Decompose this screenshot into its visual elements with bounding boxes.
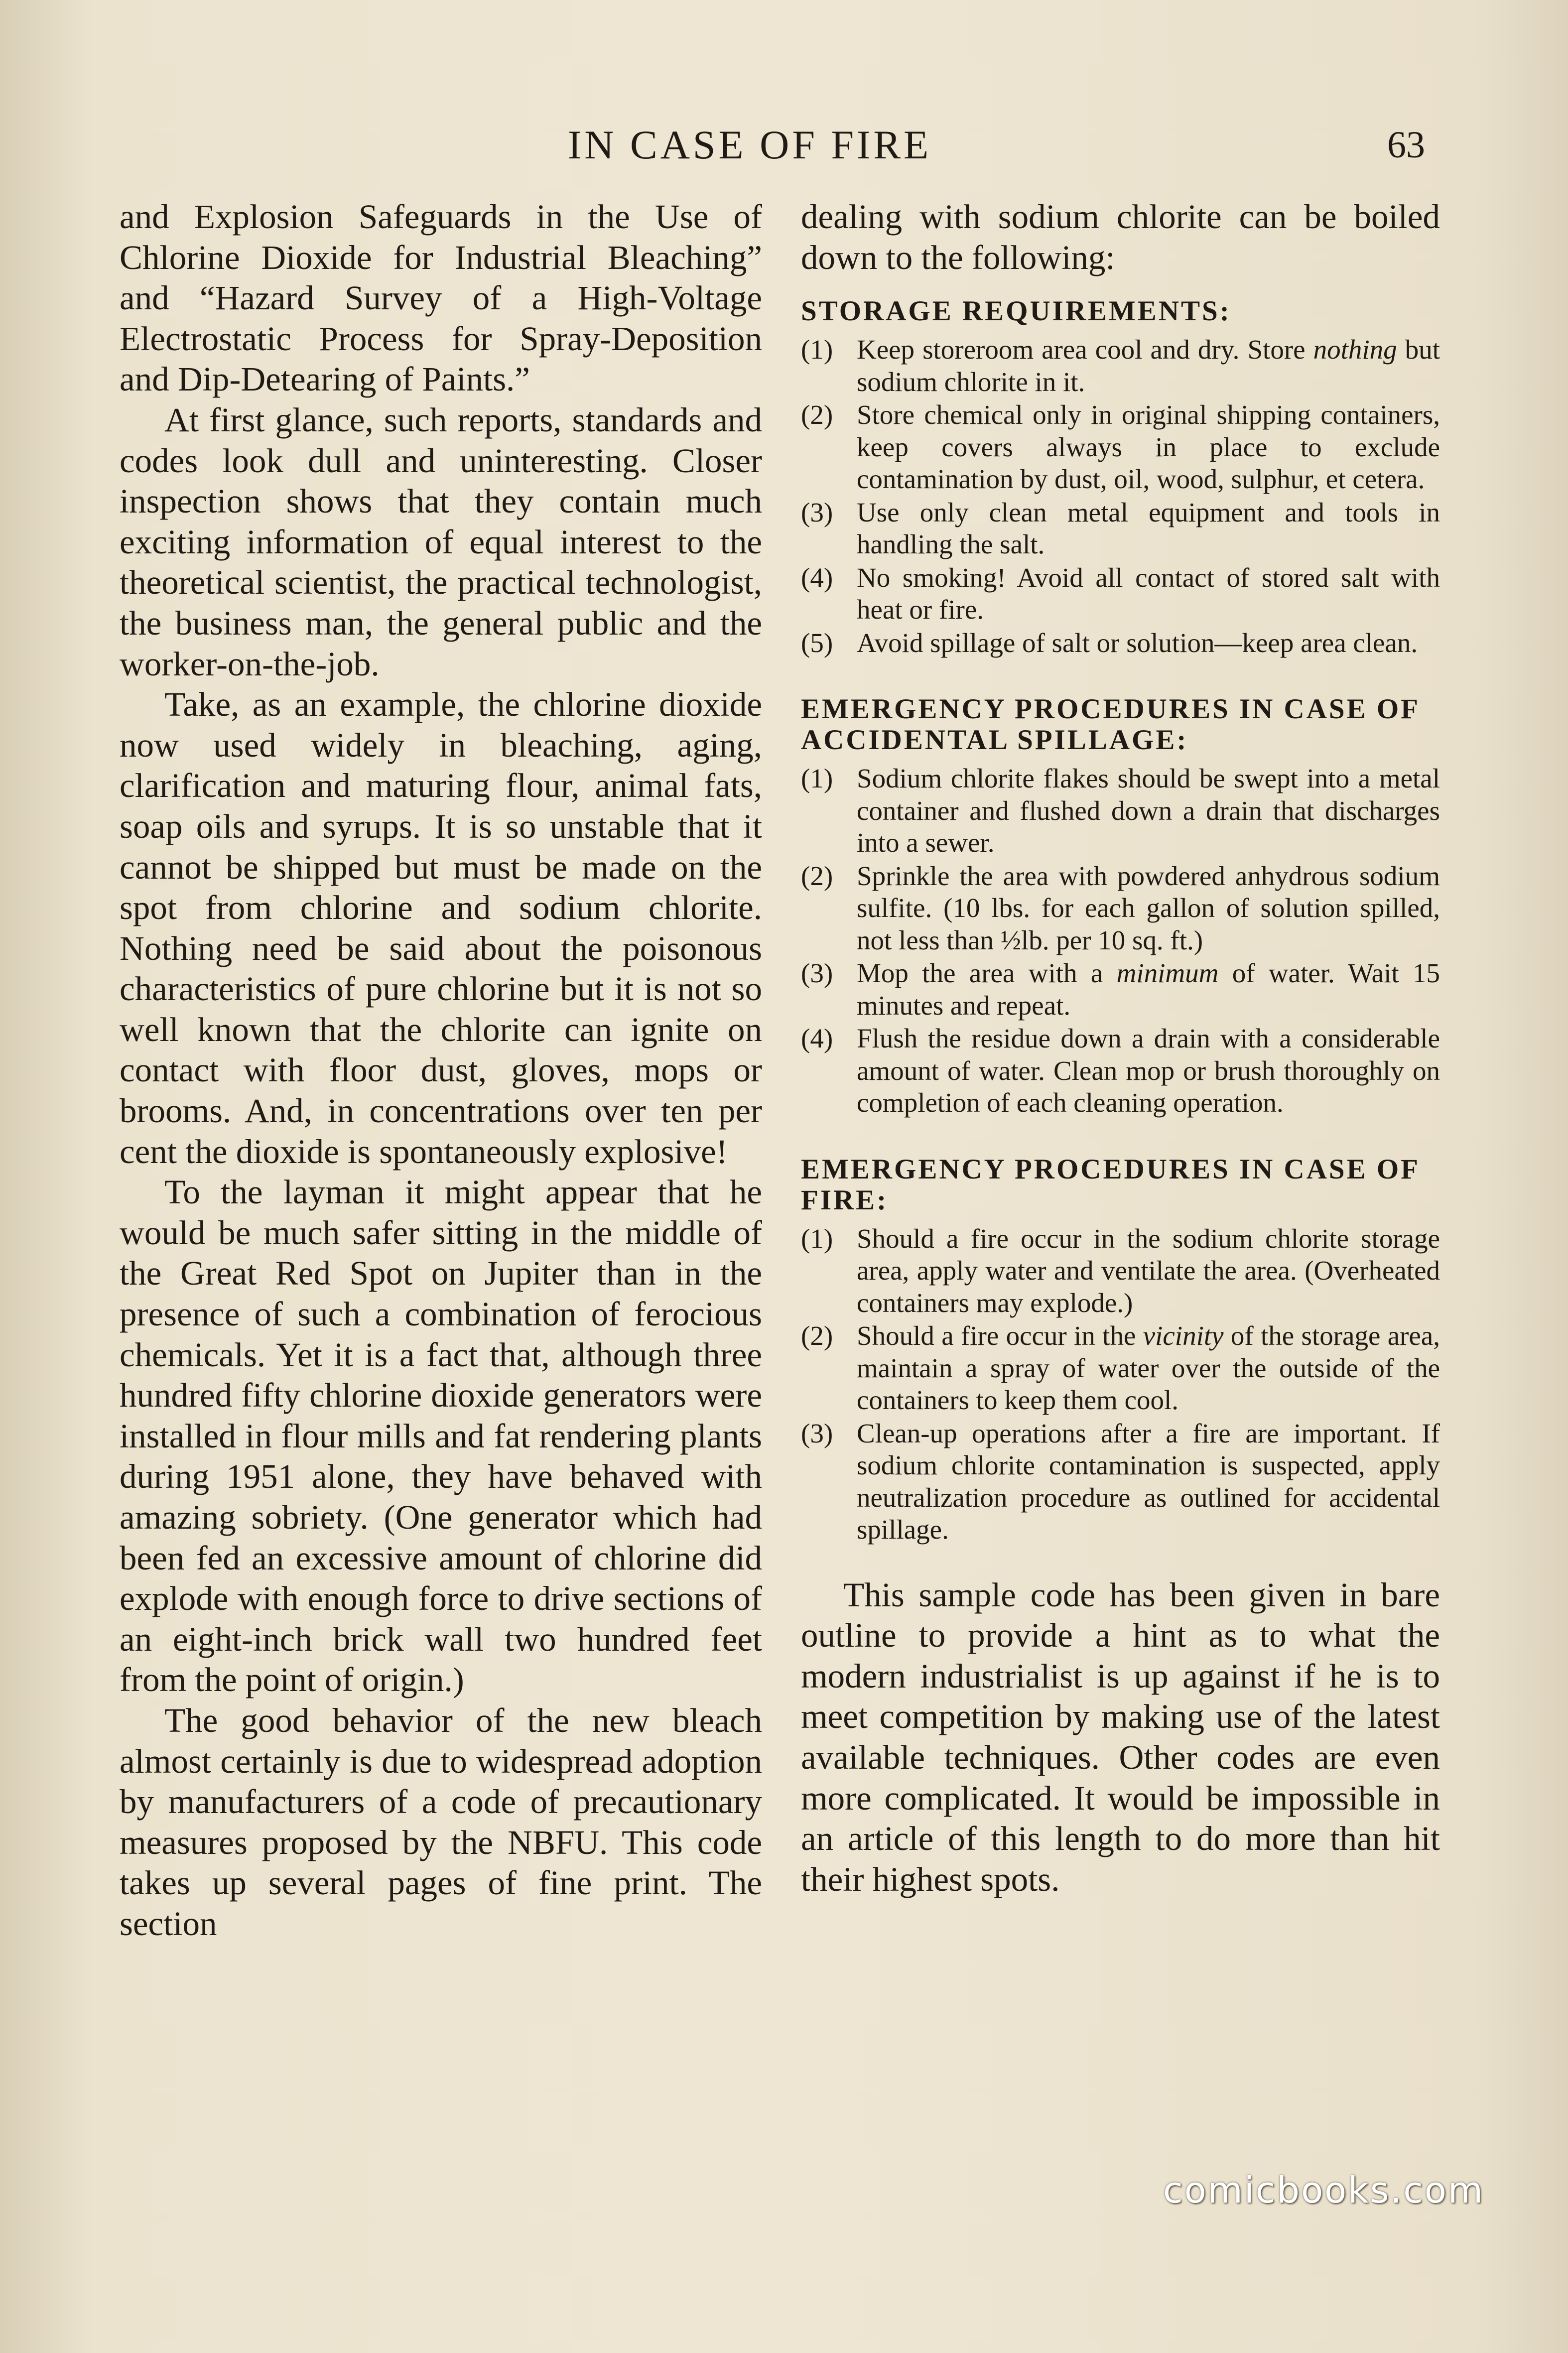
item-text: No smoking! Avoid all contact of stored salt with heat or fire. bbox=[857, 562, 1440, 625]
list-item bbox=[801, 497, 1440, 561]
spillage-procedures-section bbox=[801, 694, 1440, 1119]
item-text: Should a fire occur in the sodium chlorite storage area, apply water and ventilate the area. (Overheated containers may explode.) bbox=[857, 1223, 1440, 1318]
item-number: (1) bbox=[801, 763, 833, 794]
rule-list bbox=[801, 1223, 1440, 1546]
watermark-text: comicbooks.com bbox=[1163, 2169, 1485, 2211]
item-text: Flush the residue down a drain with a considerable amount of water. Clean mop or brush thoroughly on completion of each cleaning operation. bbox=[857, 1023, 1440, 1118]
paragraph: To the layman it might appear that he would be much safer sitting in the middle of the Great Red Spot on Jupiter than in the presence of such a combination of ferocious chemicals. Yet it is a fact that, although three hundred fifty chlorine dioxide generators were installed in flour mills and fat rendering plants during 1951 alone, they have behaved with amazing sobriety. (One generator which had been fed an excessive amount of chlorine did explode with enough force to drive sections of an eight-inch brick wall two hundred feet from the point of origin.) bbox=[120, 1173, 762, 1699]
paragraph: and Explosion Safeguards in the Use of Chlorine Dioxide for Industrial Bleaching” and “Hazard Survey of a High-Voltage Electrostatic Process for Spray-Deposition and Dip-Detearing of Paints.” bbox=[120, 198, 762, 398]
item-text: of the storage area, maintain a spray of water over the outside of the containers to keep them cool. bbox=[857, 1320, 1440, 1416]
emphasis: nothing bbox=[1313, 334, 1397, 365]
left-column bbox=[120, 197, 762, 1945]
list-item bbox=[801, 1418, 1440, 1546]
item-text: but sodium chlorite in it. bbox=[857, 334, 1440, 397]
list-item bbox=[801, 334, 1440, 398]
right-column bbox=[801, 197, 1440, 1900]
item-number: (4) bbox=[801, 1023, 833, 1054]
item-number: (2) bbox=[801, 860, 833, 891]
item-text: of water. Wait 15 minutes and repeat. bbox=[857, 958, 1440, 1021]
item-text: Keep storeroom area cool and dry. Store bbox=[857, 334, 1313, 365]
list-item bbox=[801, 1023, 1440, 1119]
paragraph: At first glance, such reports, standards and codes look dull and uninteresting. Closer inspection shows that they contain much exciting information of equal interest to the theoretical scientist, the practical technologist, the business man, the general public and the worker-on-the-job. bbox=[120, 400, 762, 683]
rule-list bbox=[801, 334, 1440, 659]
list-item bbox=[801, 1223, 1440, 1319]
item-number: (3) bbox=[801, 1418, 833, 1448]
emphasis: minimum bbox=[1116, 958, 1219, 989]
list-item bbox=[801, 763, 1440, 859]
item-number: (5) bbox=[801, 627, 833, 658]
item-text: Use only clean metal equipment and tools in handling the salt. bbox=[857, 497, 1440, 560]
closing-paragraph: This sample code has been given in bare outline to provide a hint as to what the modern industrialist is up against if he is to meet competition by making use of the latest available techniques. Other codes are even more complicated. It would be impossible in an article of this length to do more than hit their highest spots. bbox=[801, 1575, 1440, 1898]
list-item bbox=[801, 860, 1440, 957]
section-heading: EMERGENCY PROCEDURES IN CASE OF FIRE: bbox=[801, 1153, 1419, 1216]
page-header bbox=[0, 123, 1568, 167]
paragraph: The good behavior of the new bleach almost certainly is due to widespread adoption by manufacturers of a code of precautionary measures proposed by the NBFU. This code takes up several pages of fine print. The section bbox=[120, 1701, 762, 1943]
running-title: IN CASE OF FIRE bbox=[568, 122, 932, 167]
item-number: (2) bbox=[801, 399, 833, 430]
item-text: Should a fire occur in the bbox=[857, 1320, 1143, 1351]
item-number: (4) bbox=[801, 562, 833, 593]
rule-list bbox=[801, 763, 1440, 1119]
fire-procedures-section bbox=[801, 1154, 1440, 1546]
emphasis: vicinity bbox=[1143, 1320, 1224, 1351]
item-number: (3) bbox=[801, 497, 833, 527]
section-heading: STORAGE REQUIREMENTS: bbox=[801, 295, 1231, 327]
list-item bbox=[801, 957, 1440, 1022]
item-number: (1) bbox=[801, 334, 833, 365]
item-text: Avoid spillage of salt or solution—keep area clean. bbox=[857, 627, 1418, 658]
item-text: Mop the area with a bbox=[857, 958, 1117, 989]
section-heading: EMERGENCY PROCEDURES IN CASE OF ACCIDENTAL SPILLAGE: bbox=[801, 693, 1419, 756]
item-number: (1) bbox=[801, 1223, 833, 1254]
page-number: 63 bbox=[1387, 124, 1425, 166]
list-item bbox=[801, 627, 1440, 659]
storage-requirements-section bbox=[801, 296, 1440, 659]
item-text: Sodium chlorite flakes should be swept into a metal container and flushed down a drain that discharges into a sewer. bbox=[857, 763, 1440, 858]
list-item bbox=[801, 1320, 1440, 1417]
item-text: Sprinkle the area with powdered anhydrous sodium sulfite. (10 lbs. for each gallon of solution spilled, not less than ½lb. per 10 sq. ft.) bbox=[857, 860, 1440, 955]
item-number: (2) bbox=[801, 1320, 833, 1351]
item-text: Clean-up operations after a fire are important. If sodium chlorite contamination is suspected, apply neutralization procedure as outlined for accidental spillage. bbox=[857, 1418, 1440, 1545]
item-number: (3) bbox=[801, 958, 833, 989]
list-item bbox=[801, 562, 1440, 626]
item-text: Store chemical only in original shipping containers, keep covers always in place to exclude contamination by dust, oil, wood, sulphur, et cetera. bbox=[857, 399, 1440, 495]
code-intro: dealing with sodium chlorite can be boiled down to the following: bbox=[801, 198, 1440, 276]
list-item bbox=[801, 399, 1440, 496]
paragraph: Take, as an example, the chlorine dioxide now used widely in bleaching, aging, clarification and maturing flour, animal fats, soap oils and syrups. It is so unstable that it cannot be shipped but must be made on the spot from chlorine and sodium chlorite. Nothing need be said about the poisonous characteristics of pure chlorine but it is not so well known that the chlorite can ignite on contact with floor dust, gloves, mops or brooms. And, in concentrations over ten per cent the dioxide is spontaneously explosive! bbox=[120, 685, 762, 1171]
